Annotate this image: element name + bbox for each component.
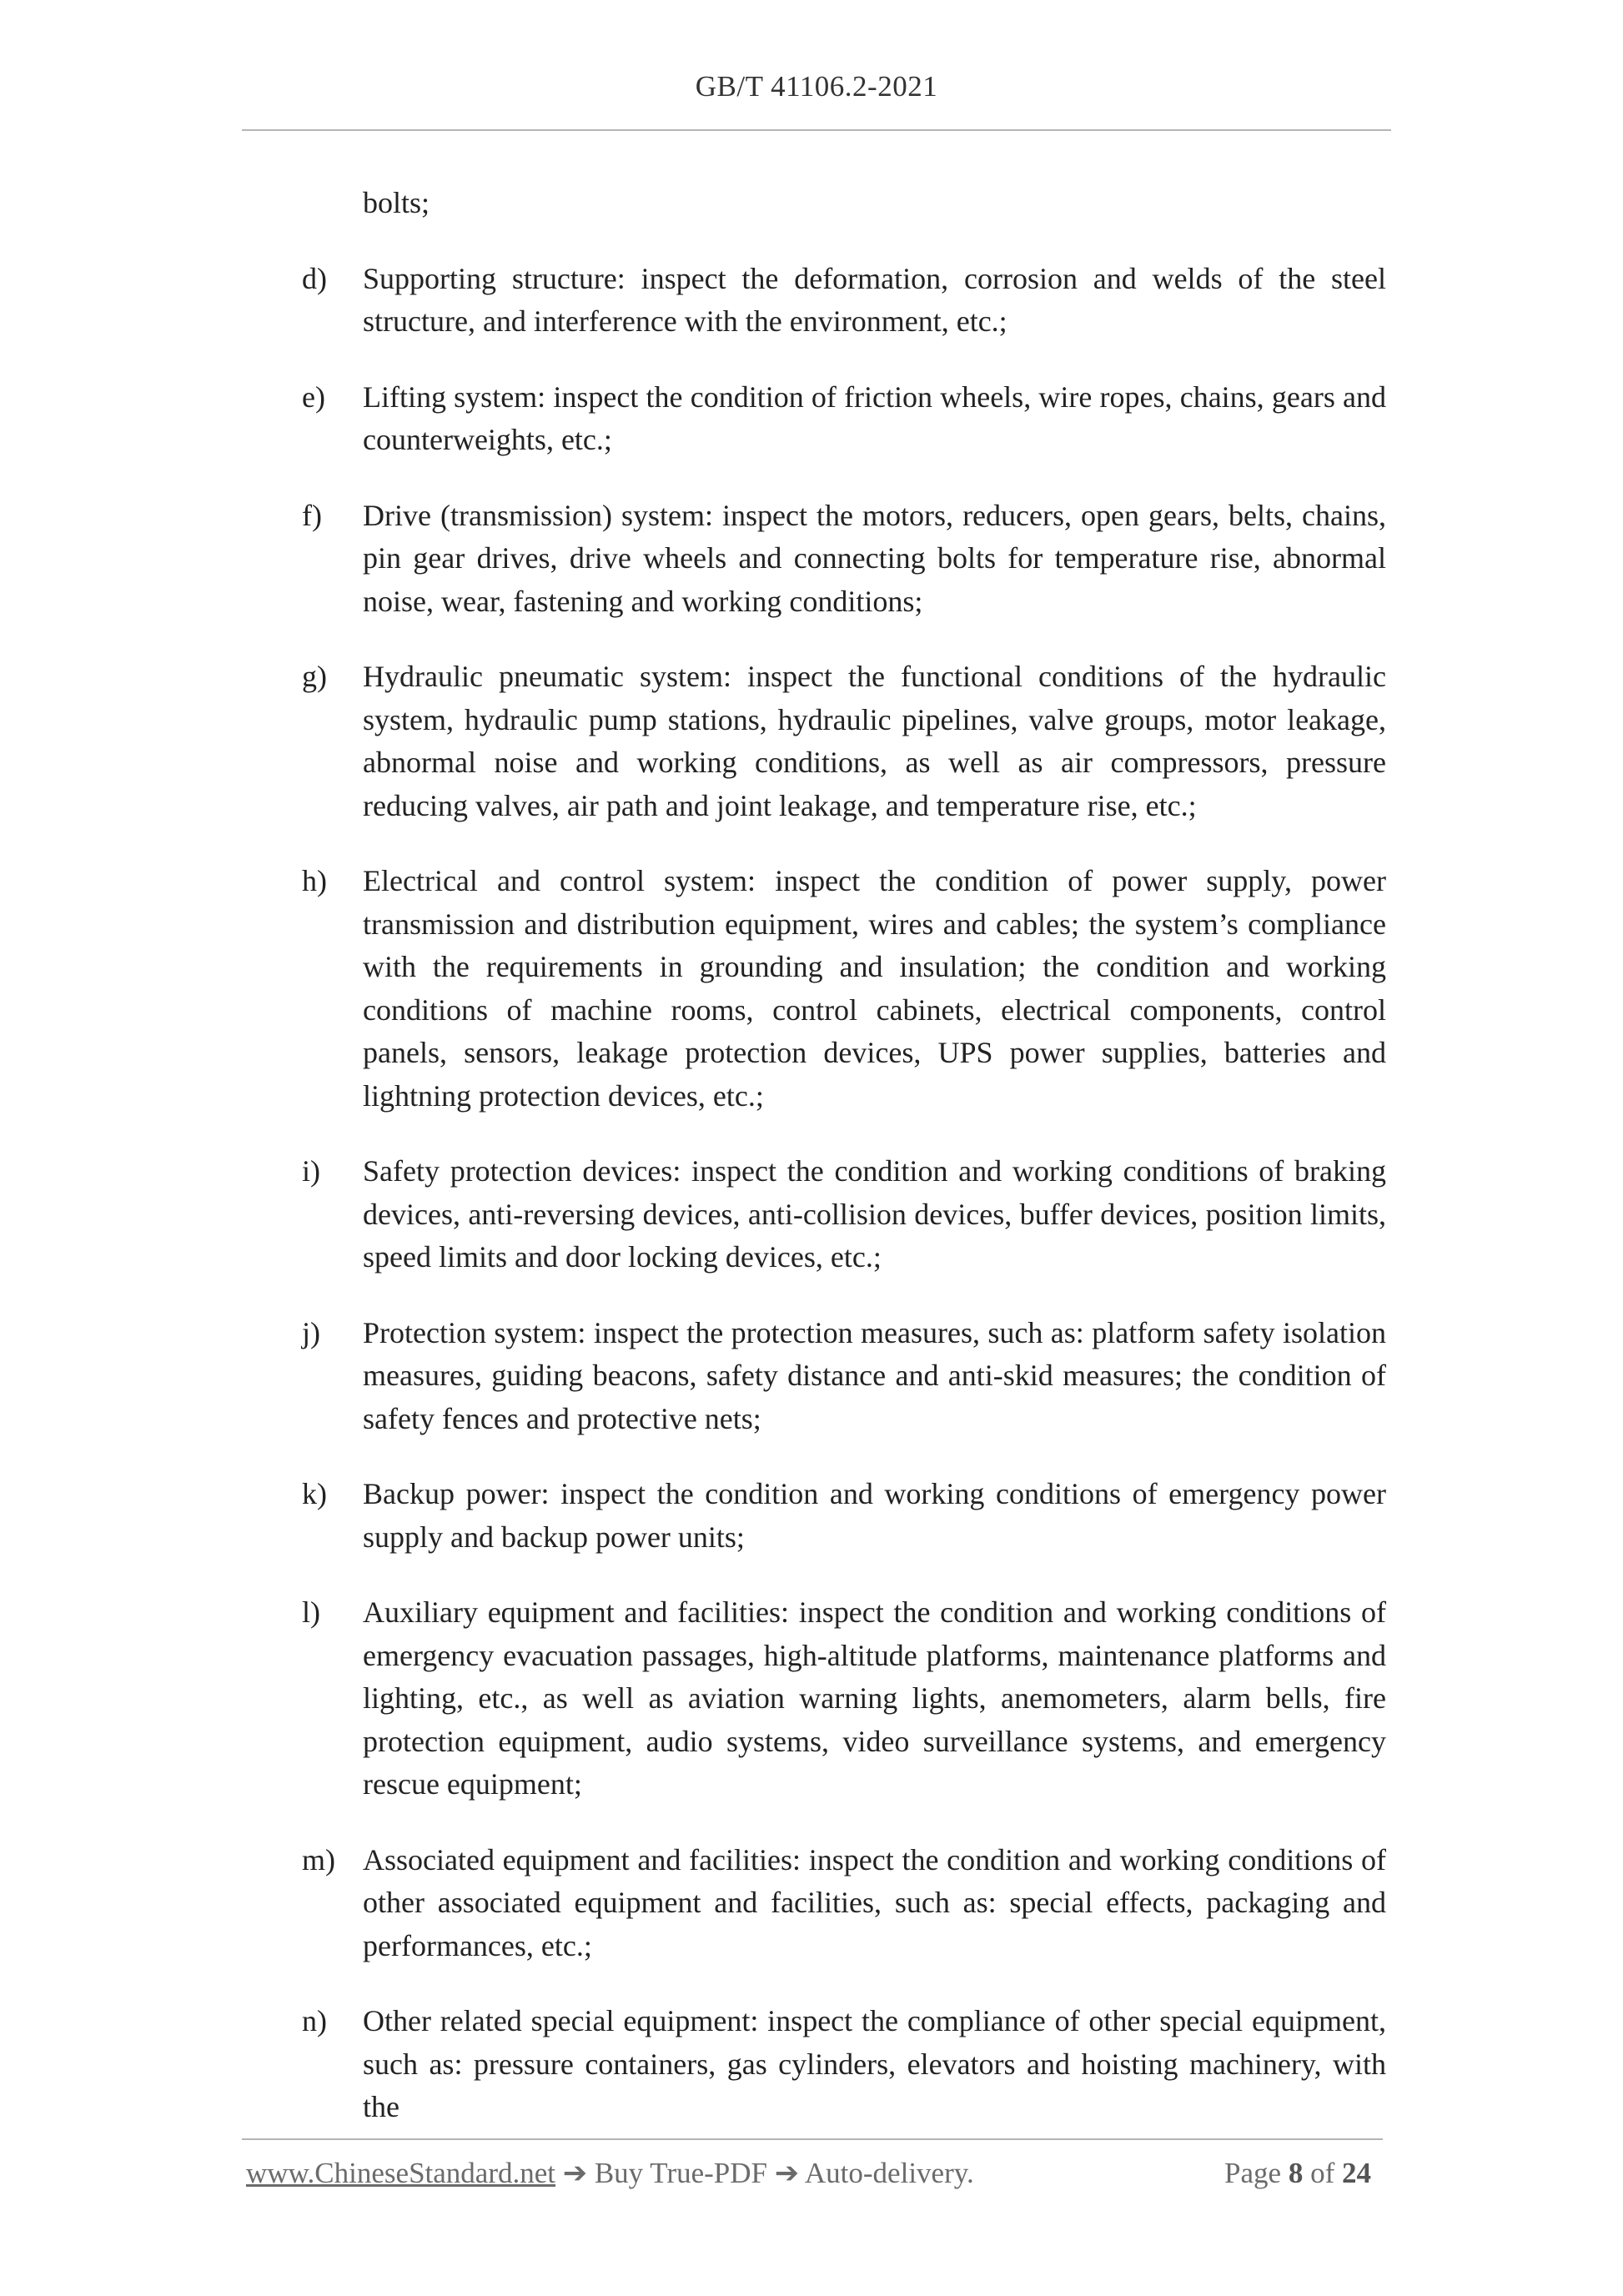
list-item-label: f) — [302, 498, 322, 532]
list-item-text: Electrical and control system: inspect the condition of power supply, power transmission and distribution equipment, wires and cables; the system’s compliance with the requirements in grounding and insulation; the condition and working conditions of machine rooms, control cabinets, electrical components, control panels, sensors, leakage protection devices, UPS power supplies, batteries and lightning protection devices, etc.; — [363, 864, 1386, 1113]
list-item-g — [302, 656, 1386, 827]
page-number: 8 — [1288, 2157, 1304, 2189]
list-item-text: Drive (transmission) system: inspect the motors, reducers, open gears, belts, chains, pin gear drives, drive wheels and connecting bolts for temperature rise, abnormal noise, wear, fastening and working conditions; — [363, 498, 1386, 618]
list-item-j — [302, 1312, 1386, 1441]
page-total: 24 — [1342, 2157, 1371, 2189]
list-item-label: i) — [302, 1154, 320, 1188]
list-item-k — [302, 1473, 1386, 1559]
list-item-label: m) — [302, 1842, 335, 1876]
list-item-f — [302, 495, 1386, 624]
footer-promo — [246, 2157, 974, 2190]
list-item-e — [302, 376, 1386, 462]
list-item-text: Auxiliary equipment and facilities: inspect the condition and working conditions of emergency evacuation passages, high-altitude platforms, maintenance platforms and lighting, etc., as well as aviation warning lights, anemometers, alarm bells, fire protection equipment, audio systems, video surveillance systems, and emergency rescue equipment; — [363, 1595, 1386, 1801]
list-item-l — [302, 1591, 1386, 1806]
list-item-label: l) — [302, 1595, 320, 1629]
header-divider — [242, 129, 1391, 131]
arrow-right-icon: ➔ — [562, 2157, 588, 2189]
list-item-text: Hydraulic pneumatic system: inspect the functional conditions of the hydraulic system, hydraulic pump stations, hydraulic pipelines, valve groups, motor leakage, abnormal noise and working conditions, as well as air compressors, pressure reducing valves, air path and joint leakage, and temperature rise, etc.; — [363, 660, 1386, 822]
delivery-text: Auto-delivery. — [804, 2157, 974, 2189]
list-item-m — [302, 1839, 1386, 1968]
of-label: of — [1310, 2157, 1335, 2189]
list-item-text: Other related special equipment: inspect the compliance of other special equipment, such as: pressure containers, gas cylinders, elevators and hoisting machinery, with the — [363, 2004, 1386, 2123]
list-item-h — [302, 860, 1386, 1118]
list-item-label: h) — [302, 864, 327, 897]
list-item-n — [302, 2000, 1386, 2129]
list-item-label: e) — [302, 379, 325, 414]
list-item-label: g) — [302, 660, 327, 693]
page-label: Page — [1224, 2157, 1282, 2189]
page-header-title: GB/T 41106.2-2021 — [695, 70, 938, 103]
footer-divider — [242, 2138, 1383, 2140]
list-item-text: Lifting system: inspect the condition of friction wheels, wire ropes, chains, gears and counterweights, etc.; — [363, 379, 1386, 456]
list-item-text: Backup power: inspect the condition and working conditions of emergency power supply and backup power units; — [363, 1477, 1386, 1554]
list-item-d — [302, 258, 1386, 344]
list-item-text: Supporting structure: inspect the deformation, corrosion and welds of the steel structure, and interference with the environment, etc.; — [363, 261, 1386, 338]
list-item-text: Associated equipment and facilities: inspect the condition and working conditions of other associated equipment and facilities, such as: special effects, packaging and performances, etc.; — [363, 1842, 1386, 1962]
list-item-label: j) — [302, 1315, 320, 1349]
list-item-label: k) — [302, 1477, 327, 1510]
arrow-right-icon: ➔ — [774, 2157, 800, 2189]
website-link[interactable]: www.ChineseStandard.net — [246, 2157, 555, 2189]
list-item-label: d) — [302, 261, 327, 295]
page-indicator — [1224, 2157, 1371, 2190]
continuation-text: bolts; — [363, 186, 430, 219]
buy-text: Buy True-PDF — [594, 2157, 767, 2189]
list-item-label: n) — [302, 2004, 327, 2037]
list-item-text: Protection system: inspect the protection measures, such as: platform safety isolation measures, guiding beacons, safety distance and anti-skid measures; the condition of safety fences and protective nets; — [363, 1315, 1386, 1435]
document-body — [302, 182, 1386, 2162]
list-item-i — [302, 1150, 1386, 1279]
list-item-text: Safety protection devices: inspect the condition and working conditions of braking devices, anti-reversing devices, anti-collision devices, buffer devices, position limits, speed limits and door locking devices, etc.; — [363, 1154, 1386, 1274]
